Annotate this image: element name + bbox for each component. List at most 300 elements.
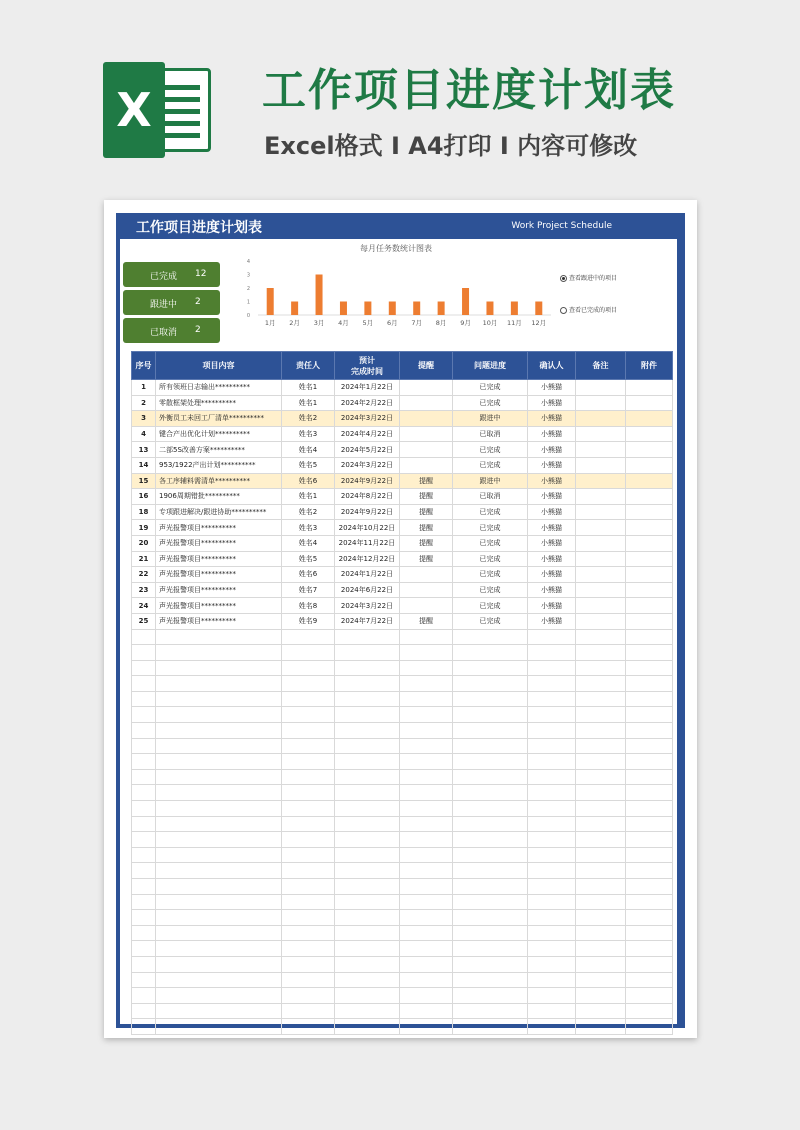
empty-cell[interactable] xyxy=(453,691,528,707)
empty-cell[interactable] xyxy=(335,863,400,879)
empty-cell[interactable] xyxy=(576,660,626,676)
empty-cell[interactable] xyxy=(335,879,400,895)
empty-cell[interactable] xyxy=(400,738,453,754)
empty-cell[interactable] xyxy=(626,754,673,770)
empty-cell[interactable] xyxy=(335,925,400,941)
cell-owner[interactable]: 姓名2 xyxy=(282,504,335,520)
cell-note[interactable] xyxy=(576,567,626,583)
cell-owner[interactable]: 姓名7 xyxy=(282,582,335,598)
empty-cell[interactable] xyxy=(335,707,400,723)
cell-confirm[interactable]: 小熊猫 xyxy=(528,426,576,442)
cell-remind[interactable] xyxy=(400,411,453,427)
empty-cell[interactable] xyxy=(335,645,400,661)
empty-cell[interactable] xyxy=(576,785,626,801)
cell-owner[interactable]: 姓名3 xyxy=(282,520,335,536)
empty-cell[interactable] xyxy=(400,879,453,895)
cell-owner[interactable]: 姓名6 xyxy=(282,473,335,489)
empty-cell[interactable] xyxy=(282,816,335,832)
cell-date[interactable]: 2024年12月22日 xyxy=(335,551,400,567)
empty-cell[interactable] xyxy=(156,785,282,801)
cell-note[interactable] xyxy=(576,598,626,614)
cell-content[interactable]: 零散框架处理********** xyxy=(156,395,282,411)
empty-cell[interactable] xyxy=(282,1003,335,1019)
empty-cell[interactable] xyxy=(453,1003,528,1019)
cell-index[interactable]: 3 xyxy=(132,411,156,427)
empty-cell[interactable] xyxy=(282,738,335,754)
cell-attachment[interactable] xyxy=(626,411,673,427)
empty-cell[interactable] xyxy=(576,629,626,645)
cell-content[interactable]: 外衡员工未回工厂清单********** xyxy=(156,411,282,427)
empty-cell[interactable] xyxy=(626,956,673,972)
empty-cell[interactable] xyxy=(626,723,673,739)
empty-cell[interactable] xyxy=(156,707,282,723)
empty-cell[interactable] xyxy=(453,847,528,863)
empty-cell[interactable] xyxy=(528,863,576,879)
empty-cell[interactable] xyxy=(453,629,528,645)
empty-cell[interactable] xyxy=(528,941,576,957)
empty-cell[interactable] xyxy=(132,894,156,910)
cell-status[interactable]: 已完成 xyxy=(453,457,528,473)
cell-confirm[interactable]: 小熊猫 xyxy=(528,582,576,598)
empty-cell[interactable] xyxy=(528,988,576,1004)
empty-cell[interactable] xyxy=(626,910,673,926)
cell-note[interactable] xyxy=(576,411,626,427)
empty-cell[interactable] xyxy=(528,629,576,645)
empty-cell[interactable] xyxy=(156,660,282,676)
empty-cell[interactable] xyxy=(156,832,282,848)
cell-remind[interactable]: 提醒 xyxy=(400,520,453,536)
cell-content[interactable]: 声光报警项目********** xyxy=(156,567,282,583)
cell-date[interactable]: 2024年9月22日 xyxy=(335,473,400,489)
empty-cell[interactable] xyxy=(282,1019,335,1035)
empty-cell[interactable] xyxy=(335,738,400,754)
cell-date[interactable]: 2024年4月22日 xyxy=(335,426,400,442)
empty-cell[interactable] xyxy=(576,941,626,957)
cell-date[interactable]: 2024年3月22日 xyxy=(335,411,400,427)
empty-cell[interactable] xyxy=(132,832,156,848)
empty-cell[interactable] xyxy=(626,988,673,1004)
empty-cell[interactable] xyxy=(282,769,335,785)
cell-date[interactable]: 2024年7月22日 xyxy=(335,613,400,629)
empty-cell[interactable] xyxy=(400,1003,453,1019)
empty-cell[interactable] xyxy=(156,941,282,957)
cell-owner[interactable]: 姓名5 xyxy=(282,457,335,473)
empty-cell[interactable] xyxy=(282,956,335,972)
cell-note[interactable] xyxy=(576,489,626,505)
cell-remind[interactable]: 提醒 xyxy=(400,613,453,629)
cell-attachment[interactable] xyxy=(626,504,673,520)
empty-cell[interactable] xyxy=(282,863,335,879)
empty-cell[interactable] xyxy=(282,801,335,817)
empty-cell[interactable] xyxy=(528,956,576,972)
empty-cell[interactable] xyxy=(453,785,528,801)
empty-cell[interactable] xyxy=(576,691,626,707)
empty-cell[interactable] xyxy=(335,629,400,645)
empty-cell[interactable] xyxy=(400,660,453,676)
empty-cell[interactable] xyxy=(528,645,576,661)
empty-cell[interactable] xyxy=(156,847,282,863)
cell-status[interactable]: 已完成 xyxy=(453,582,528,598)
empty-cell[interactable] xyxy=(453,972,528,988)
cell-confirm[interactable]: 小熊猫 xyxy=(528,598,576,614)
cell-confirm[interactable]: 小熊猫 xyxy=(528,473,576,489)
cell-remind[interactable] xyxy=(400,567,453,583)
cell-date[interactable]: 2024年5月22日 xyxy=(335,442,400,458)
cell-remind[interactable] xyxy=(400,426,453,442)
empty-cell[interactable] xyxy=(453,941,528,957)
empty-cell[interactable] xyxy=(132,1019,156,1035)
empty-cell[interactable] xyxy=(335,754,400,770)
cell-index[interactable]: 23 xyxy=(132,582,156,598)
cell-index[interactable]: 25 xyxy=(132,613,156,629)
empty-cell[interactable] xyxy=(528,738,576,754)
empty-cell[interactable] xyxy=(400,691,453,707)
cell-confirm[interactable]: 小熊猫 xyxy=(528,380,576,396)
empty-cell[interactable] xyxy=(528,925,576,941)
cell-remind[interactable] xyxy=(400,457,453,473)
cell-attachment[interactable] xyxy=(626,613,673,629)
cell-content[interactable]: 声光报警项目********** xyxy=(156,520,282,536)
empty-cell[interactable] xyxy=(528,816,576,832)
empty-cell[interactable] xyxy=(132,941,156,957)
empty-cell[interactable] xyxy=(453,879,528,895)
empty-cell[interactable] xyxy=(132,769,156,785)
cell-confirm[interactable]: 小熊猫 xyxy=(528,535,576,551)
cell-confirm[interactable]: 小熊猫 xyxy=(528,551,576,567)
empty-cell[interactable] xyxy=(335,894,400,910)
empty-cell[interactable] xyxy=(400,910,453,926)
empty-cell[interactable] xyxy=(400,769,453,785)
cell-date[interactable]: 2024年1月22日 xyxy=(335,567,400,583)
cell-owner[interactable]: 姓名1 xyxy=(282,489,335,505)
cell-owner[interactable]: 姓名6 xyxy=(282,567,335,583)
empty-cell[interactable] xyxy=(528,676,576,692)
empty-cell[interactable] xyxy=(576,910,626,926)
cell-note[interactable] xyxy=(576,613,626,629)
empty-cell[interactable] xyxy=(400,972,453,988)
empty-cell[interactable] xyxy=(626,972,673,988)
table-row[interactable] xyxy=(132,426,673,442)
empty-cell[interactable] xyxy=(576,769,626,785)
cell-remind[interactable] xyxy=(400,442,453,458)
empty-cell[interactable] xyxy=(528,1003,576,1019)
cell-content[interactable]: 声光报警项目********** xyxy=(156,551,282,567)
empty-cell[interactable] xyxy=(132,816,156,832)
empty-cell[interactable] xyxy=(335,801,400,817)
empty-cell[interactable] xyxy=(282,629,335,645)
cell-attachment[interactable] xyxy=(626,520,673,536)
cell-status[interactable]: 已完成 xyxy=(453,613,528,629)
empty-cell[interactable] xyxy=(282,988,335,1004)
table-row[interactable] xyxy=(132,411,673,427)
empty-cell[interactable] xyxy=(132,785,156,801)
cell-status[interactable]: 跟进中 xyxy=(453,411,528,427)
empty-cell[interactable] xyxy=(400,754,453,770)
cell-owner[interactable]: 姓名8 xyxy=(282,598,335,614)
cell-remind[interactable]: 提醒 xyxy=(400,551,453,567)
empty-cell[interactable] xyxy=(156,629,282,645)
empty-cell[interactable] xyxy=(282,707,335,723)
empty-cell[interactable] xyxy=(576,863,626,879)
empty-cell[interactable] xyxy=(528,754,576,770)
empty-cell[interactable] xyxy=(335,691,400,707)
empty-cell[interactable] xyxy=(132,754,156,770)
empty-cell[interactable] xyxy=(335,941,400,957)
empty-cell[interactable] xyxy=(335,676,400,692)
empty-cell[interactable] xyxy=(453,801,528,817)
cell-confirm[interactable]: 小熊猫 xyxy=(528,504,576,520)
empty-cell[interactable] xyxy=(400,629,453,645)
empty-cell[interactable] xyxy=(156,769,282,785)
cell-content[interactable]: 各工序辅料需清单********** xyxy=(156,473,282,489)
cell-attachment[interactable] xyxy=(626,567,673,583)
cell-status[interactable]: 已完成 xyxy=(453,551,528,567)
empty-cell[interactable] xyxy=(453,1019,528,1035)
empty-cell[interactable] xyxy=(528,1019,576,1035)
cell-attachment[interactable] xyxy=(626,489,673,505)
empty-cell[interactable] xyxy=(576,816,626,832)
empty-cell[interactable] xyxy=(156,645,282,661)
cell-index[interactable]: 20 xyxy=(132,535,156,551)
empty-cell[interactable] xyxy=(528,660,576,676)
empty-cell[interactable] xyxy=(400,925,453,941)
empty-cell[interactable] xyxy=(132,676,156,692)
empty-cell[interactable] xyxy=(626,879,673,895)
cell-date[interactable]: 2024年8月22日 xyxy=(335,489,400,505)
cell-note[interactable] xyxy=(576,473,626,489)
cell-status[interactable]: 已完成 xyxy=(453,520,528,536)
empty-cell[interactable] xyxy=(335,660,400,676)
cell-index[interactable]: 18 xyxy=(132,504,156,520)
cell-index[interactable]: 14 xyxy=(132,457,156,473)
empty-cell[interactable] xyxy=(576,754,626,770)
cell-content[interactable]: 声光报警项目********** xyxy=(156,613,282,629)
empty-cell[interactable] xyxy=(576,676,626,692)
table-row[interactable] xyxy=(132,535,673,551)
empty-cell[interactable] xyxy=(156,1019,282,1035)
empty-cell[interactable] xyxy=(626,629,673,645)
cell-date[interactable]: 2024年3月22日 xyxy=(335,598,400,614)
cell-confirm[interactable]: 小熊猫 xyxy=(528,457,576,473)
cell-status[interactable]: 跟进中 xyxy=(453,473,528,489)
empty-cell[interactable] xyxy=(132,925,156,941)
cell-confirm[interactable]: 小熊猫 xyxy=(528,520,576,536)
cell-date[interactable]: 2024年9月22日 xyxy=(335,504,400,520)
empty-cell[interactable] xyxy=(626,863,673,879)
empty-cell[interactable] xyxy=(132,1003,156,1019)
empty-cell[interactable] xyxy=(156,863,282,879)
cell-index[interactable]: 21 xyxy=(132,551,156,567)
cell-remind[interactable]: 提醒 xyxy=(400,489,453,505)
empty-cell[interactable] xyxy=(156,956,282,972)
cell-index[interactable]: 24 xyxy=(132,598,156,614)
cell-owner[interactable]: 姓名1 xyxy=(282,380,335,396)
empty-cell[interactable] xyxy=(400,847,453,863)
empty-cell[interactable] xyxy=(400,645,453,661)
table-row[interactable] xyxy=(132,582,673,598)
empty-cell[interactable] xyxy=(400,988,453,1004)
empty-cell[interactable] xyxy=(156,816,282,832)
empty-cell[interactable] xyxy=(400,707,453,723)
empty-cell[interactable] xyxy=(528,832,576,848)
cell-owner[interactable]: 姓名4 xyxy=(282,535,335,551)
empty-cell[interactable] xyxy=(453,910,528,926)
empty-cell[interactable] xyxy=(156,801,282,817)
empty-cell[interactable] xyxy=(282,723,335,739)
cell-content[interactable]: 所有领班日志输出********** xyxy=(156,380,282,396)
empty-cell[interactable] xyxy=(576,988,626,1004)
cell-confirm[interactable]: 小熊猫 xyxy=(528,411,576,427)
empty-cell[interactable] xyxy=(132,738,156,754)
empty-cell[interactable] xyxy=(132,847,156,863)
empty-cell[interactable] xyxy=(282,660,335,676)
empty-cell[interactable] xyxy=(282,925,335,941)
cell-date[interactable]: 2024年11月22日 xyxy=(335,535,400,551)
empty-cell[interactable] xyxy=(282,972,335,988)
empty-cell[interactable] xyxy=(626,894,673,910)
empty-cell[interactable] xyxy=(453,925,528,941)
cell-confirm[interactable]: 小熊猫 xyxy=(528,613,576,629)
cell-index[interactable]: 22 xyxy=(132,567,156,583)
cell-content[interactable]: 键合产出优化计划********** xyxy=(156,426,282,442)
cell-date[interactable]: 2024年10月22日 xyxy=(335,520,400,536)
cell-owner[interactable]: 姓名4 xyxy=(282,442,335,458)
empty-cell[interactable] xyxy=(453,769,528,785)
cell-attachment[interactable] xyxy=(626,457,673,473)
cell-content[interactable]: 二部5S改善方案********** xyxy=(156,442,282,458)
cell-remind[interactable] xyxy=(400,395,453,411)
empty-cell[interactable] xyxy=(626,1019,673,1035)
empty-cell[interactable] xyxy=(156,879,282,895)
empty-cell[interactable] xyxy=(528,847,576,863)
cell-note[interactable] xyxy=(576,535,626,551)
table-row[interactable] xyxy=(132,520,673,536)
empty-cell[interactable] xyxy=(453,956,528,972)
cell-confirm[interactable]: 小熊猫 xyxy=(528,567,576,583)
empty-cell[interactable] xyxy=(282,691,335,707)
cell-attachment[interactable] xyxy=(626,442,673,458)
empty-cell[interactable] xyxy=(400,941,453,957)
cell-note[interactable] xyxy=(576,442,626,458)
empty-cell[interactable] xyxy=(132,863,156,879)
cell-owner[interactable]: 姓名5 xyxy=(282,551,335,567)
cell-owner[interactable]: 姓名2 xyxy=(282,411,335,427)
cell-note[interactable] xyxy=(576,582,626,598)
empty-cell[interactable] xyxy=(400,785,453,801)
cell-note[interactable] xyxy=(576,520,626,536)
table-row[interactable] xyxy=(132,613,673,629)
empty-cell[interactable] xyxy=(528,723,576,739)
cell-date[interactable]: 2024年6月22日 xyxy=(335,582,400,598)
empty-cell[interactable] xyxy=(132,879,156,895)
empty-cell[interactable] xyxy=(576,847,626,863)
table-row[interactable] xyxy=(132,551,673,567)
empty-cell[interactable] xyxy=(576,1019,626,1035)
cell-attachment[interactable] xyxy=(626,582,673,598)
empty-cell[interactable] xyxy=(626,801,673,817)
empty-cell[interactable] xyxy=(156,691,282,707)
empty-cell[interactable] xyxy=(156,754,282,770)
empty-cell[interactable] xyxy=(282,894,335,910)
empty-cell[interactable] xyxy=(282,676,335,692)
table-row[interactable] xyxy=(132,489,673,505)
empty-cell[interactable] xyxy=(400,801,453,817)
empty-cell[interactable] xyxy=(453,738,528,754)
empty-cell[interactable] xyxy=(156,676,282,692)
empty-cell[interactable] xyxy=(576,879,626,895)
table-row[interactable] xyxy=(132,395,673,411)
empty-cell[interactable] xyxy=(576,925,626,941)
table-row[interactable] xyxy=(132,380,673,396)
empty-cell[interactable] xyxy=(626,816,673,832)
cell-remind[interactable] xyxy=(400,582,453,598)
cell-content[interactable]: 声光报警项目********** xyxy=(156,535,282,551)
cell-note[interactable] xyxy=(576,426,626,442)
empty-cell[interactable] xyxy=(282,832,335,848)
cell-index[interactable]: 13 xyxy=(132,442,156,458)
empty-cell[interactable] xyxy=(132,988,156,1004)
empty-cell[interactable] xyxy=(400,816,453,832)
cell-status[interactable]: 已完成 xyxy=(453,535,528,551)
table-row[interactable] xyxy=(132,598,673,614)
cell-date[interactable]: 2024年3月22日 xyxy=(335,457,400,473)
empty-cell[interactable] xyxy=(576,832,626,848)
empty-cell[interactable] xyxy=(576,801,626,817)
empty-cell[interactable] xyxy=(626,676,673,692)
empty-cell[interactable] xyxy=(156,910,282,926)
empty-cell[interactable] xyxy=(626,738,673,754)
empty-cell[interactable] xyxy=(626,707,673,723)
empty-cell[interactable] xyxy=(156,894,282,910)
cell-status[interactable]: 已完成 xyxy=(453,442,528,458)
cell-attachment[interactable] xyxy=(626,598,673,614)
empty-cell[interactable] xyxy=(453,660,528,676)
empty-cell[interactable] xyxy=(453,723,528,739)
empty-cell[interactable] xyxy=(282,645,335,661)
cell-attachment[interactable] xyxy=(626,426,673,442)
empty-cell[interactable] xyxy=(132,972,156,988)
empty-cell[interactable] xyxy=(400,723,453,739)
empty-cell[interactable] xyxy=(528,972,576,988)
cell-attachment[interactable] xyxy=(626,551,673,567)
table-row[interactable] xyxy=(132,442,673,458)
cell-date[interactable]: 2024年1月22日 xyxy=(335,380,400,396)
empty-cell[interactable] xyxy=(626,847,673,863)
empty-cell[interactable] xyxy=(156,972,282,988)
cell-index[interactable]: 19 xyxy=(132,520,156,536)
cell-remind[interactable] xyxy=(400,598,453,614)
empty-cell[interactable] xyxy=(335,847,400,863)
empty-cell[interactable] xyxy=(335,785,400,801)
empty-cell[interactable] xyxy=(576,1003,626,1019)
cell-status[interactable]: 已完成 xyxy=(453,567,528,583)
cell-status[interactable]: 已取消 xyxy=(453,426,528,442)
empty-cell[interactable] xyxy=(528,691,576,707)
empty-cell[interactable] xyxy=(528,894,576,910)
empty-cell[interactable] xyxy=(626,691,673,707)
cell-confirm[interactable]: 小熊猫 xyxy=(528,489,576,505)
empty-cell[interactable] xyxy=(453,894,528,910)
empty-cell[interactable] xyxy=(282,910,335,926)
cell-owner[interactable]: 姓名3 xyxy=(282,426,335,442)
empty-cell[interactable] xyxy=(626,645,673,661)
empty-cell[interactable] xyxy=(156,925,282,941)
empty-cell[interactable] xyxy=(626,832,673,848)
cell-attachment[interactable] xyxy=(626,473,673,489)
empty-cell[interactable] xyxy=(576,707,626,723)
empty-cell[interactable] xyxy=(156,1003,282,1019)
table-row[interactable] xyxy=(132,504,673,520)
